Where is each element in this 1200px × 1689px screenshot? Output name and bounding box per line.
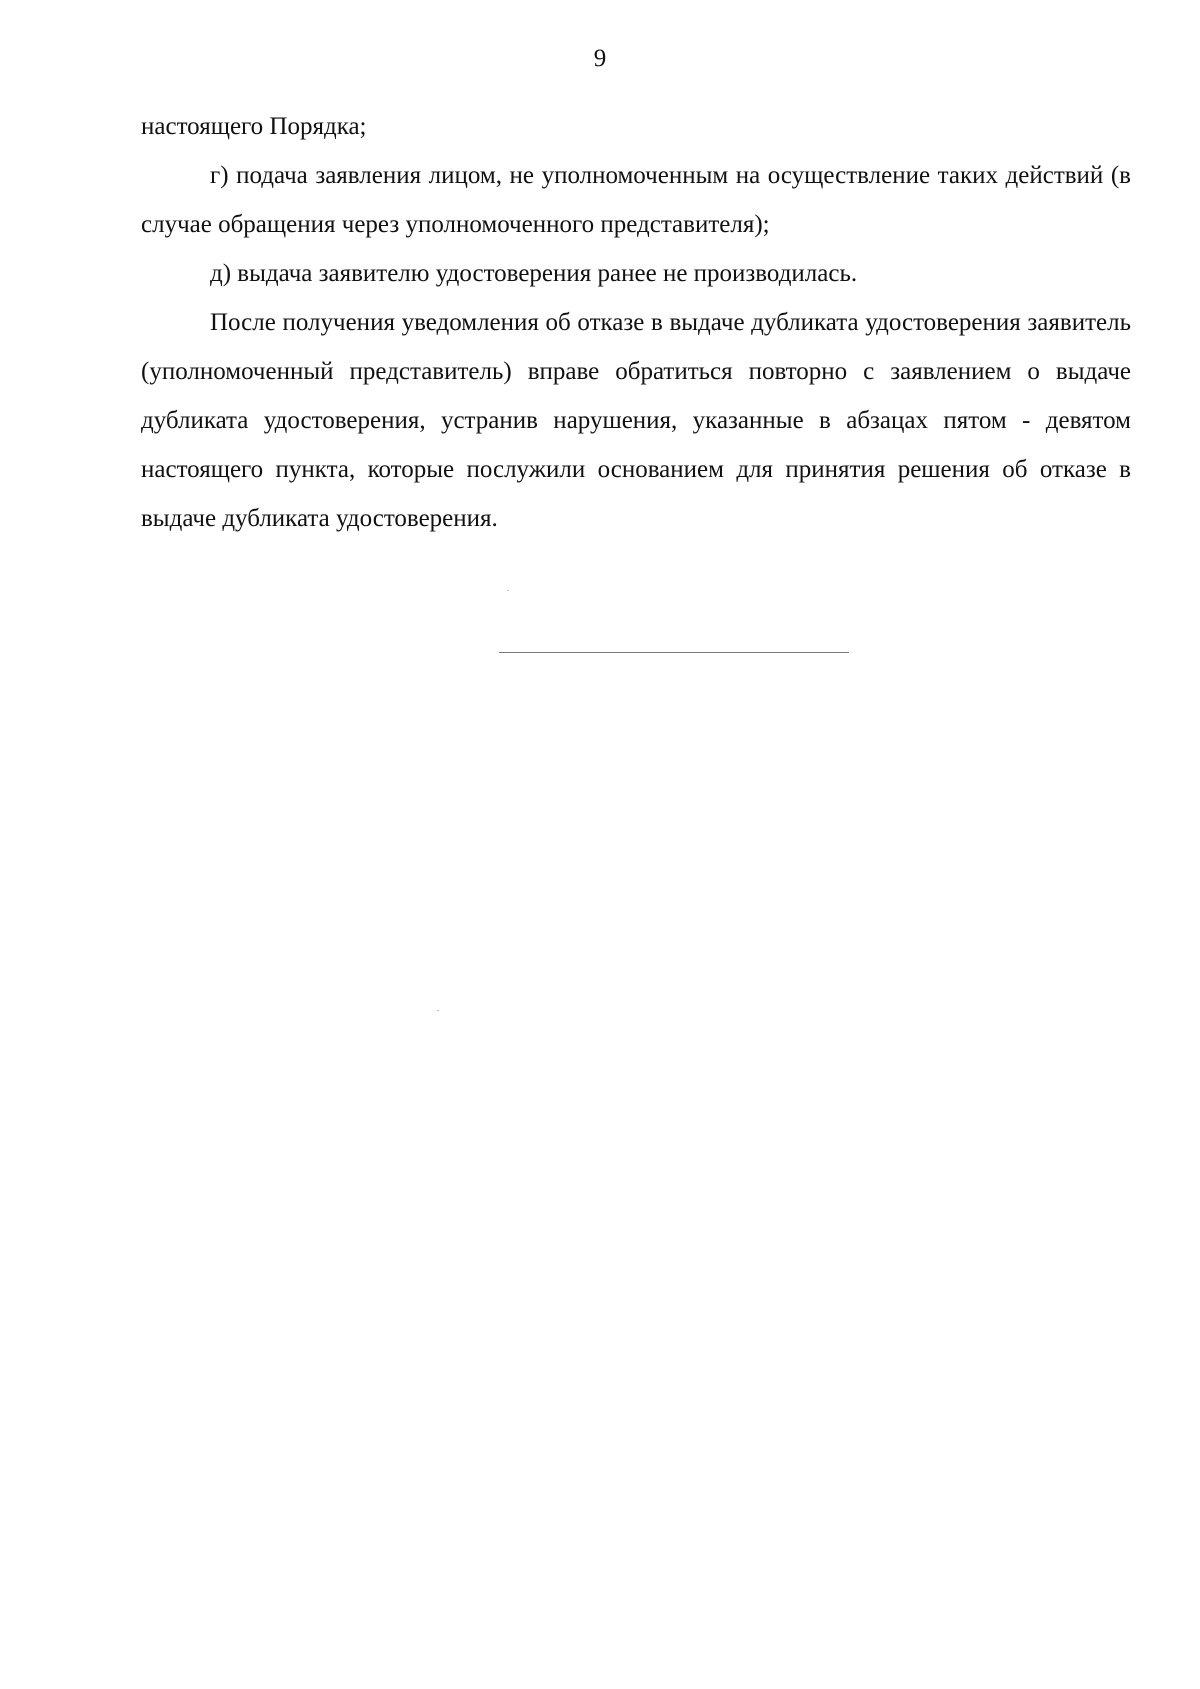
paragraph-final: После получения уведомления об отказе в выдаче дубликата удостоверения заявитель (уполномоченный представитель) вправе обратиться повторно с заявлением о выдаче дубликата удостоверения, устранив нарушения, указанные в абзацах пятом - девятом настоящего пункта, которые послужили основанием для принятия решения об отказе в выдаче дубликата удостоверения. [141,308,1131,532]
page-number: 9 [593,45,607,72]
document-body [141,102,1131,543]
paragraph-item-g: г) подача заявления лицом, не уполномоченным на осуществление таких действий (в случае обращения через уполномоченного представителя); [141,161,1131,238]
paragraph-item-d: д) выдача заявителю удостоверения ранее не производилась. [210,259,858,287]
scan-speck [437,1010,439,1011]
end-of-document-rule [499,652,849,653]
paragraph-continuation: настоящего Порядка; [141,112,367,140]
scan-speck [507,590,509,591]
